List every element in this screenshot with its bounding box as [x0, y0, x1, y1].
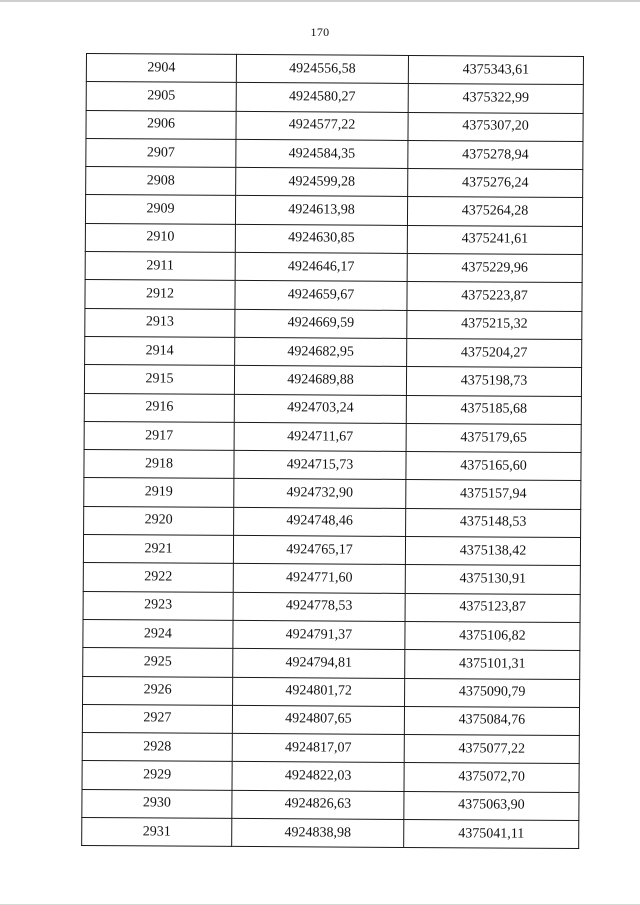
point-number-cell: 2917	[84, 421, 234, 450]
point-number-cell: 2915	[84, 365, 234, 394]
x-coordinate-cell: 4924613,98	[235, 196, 407, 225]
y-coordinate-cell: 4375276,24	[408, 169, 583, 198]
table-row	[86, 110, 583, 141]
page-top-edge	[0, 0, 640, 2]
y-coordinate-cell: 4375179,65	[406, 423, 581, 452]
x-coordinate-cell: 4924682,95	[235, 337, 407, 366]
x-coordinate-cell: 4924732,90	[234, 479, 406, 508]
table-row	[82, 789, 579, 820]
point-number-cell: 2913	[85, 308, 235, 337]
x-coordinate-cell: 4924715,73	[234, 451, 406, 480]
table-row	[86, 82, 583, 113]
y-coordinate-cell: 4375223,87	[407, 282, 582, 311]
y-coordinate-cell: 4375106,82	[405, 621, 580, 650]
table-row	[86, 54, 583, 85]
y-coordinate-cell: 4375072,70	[404, 763, 579, 792]
y-coordinate-cell: 4375307,20	[408, 112, 583, 141]
y-coordinate-cell: 4375198,73	[406, 367, 581, 396]
x-coordinate-cell: 4924807,65	[232, 705, 404, 734]
x-coordinate-cell: 4924838,98	[232, 818, 404, 847]
x-coordinate-cell: 4924556,58	[236, 54, 408, 83]
table-row	[85, 336, 582, 367]
y-coordinate-cell: 4375241,61	[407, 225, 582, 254]
x-coordinate-cell: 4924689,88	[234, 366, 406, 395]
point-number-cell: 2928	[82, 733, 232, 762]
y-coordinate-cell: 4375322,99	[408, 84, 583, 113]
table-row	[86, 167, 583, 198]
x-coordinate-cell: 4924794,81	[233, 649, 405, 678]
table-row	[85, 223, 582, 254]
x-coordinate-cell: 4924646,17	[235, 252, 407, 281]
table-row	[85, 308, 582, 339]
point-number-cell: 2907	[86, 138, 236, 167]
point-number-cell: 2924	[83, 619, 233, 648]
table-row	[83, 535, 580, 566]
table-row	[84, 421, 581, 452]
point-number-cell: 2905	[86, 82, 236, 111]
table-row	[84, 506, 581, 537]
point-number-cell: 2906	[86, 110, 236, 139]
table-row	[83, 676, 580, 707]
table-row	[86, 138, 583, 169]
x-coordinate-cell: 4924826,63	[232, 790, 404, 819]
table-row	[83, 619, 580, 650]
y-coordinate-cell: 4375041,11	[404, 819, 579, 848]
table-row	[85, 280, 582, 311]
table-row	[84, 365, 581, 396]
point-number-cell: 2929	[82, 761, 232, 790]
table-row	[85, 195, 582, 226]
y-coordinate-cell: 4375343,61	[408, 55, 583, 84]
y-coordinate-cell: 4375130,91	[405, 565, 580, 594]
point-number-cell: 2911	[85, 252, 235, 281]
x-coordinate-cell: 4924771,60	[233, 564, 405, 593]
x-coordinate-cell: 4924577,22	[236, 111, 408, 140]
point-number-cell: 2912	[85, 280, 235, 309]
x-coordinate-cell: 4924801,72	[233, 677, 405, 706]
point-number-cell: 2914	[85, 336, 235, 365]
table-row	[83, 648, 580, 679]
point-number-cell: 2923	[83, 591, 233, 620]
y-coordinate-cell: 4375229,96	[407, 254, 582, 283]
y-coordinate-cell: 4375101,31	[405, 650, 580, 679]
x-coordinate-cell: 4924630,85	[235, 224, 407, 253]
table-row	[82, 818, 579, 849]
point-number-cell: 2909	[85, 195, 235, 224]
table-row	[85, 252, 582, 283]
y-coordinate-cell: 4375090,79	[405, 678, 580, 707]
x-coordinate-cell: 4924659,67	[235, 281, 407, 310]
y-coordinate-cell: 4375063,90	[404, 791, 579, 820]
y-coordinate-cell: 4375215,32	[407, 310, 582, 339]
x-coordinate-cell: 4924765,17	[233, 535, 405, 564]
point-number-cell: 2919	[84, 478, 234, 507]
x-coordinate-cell: 4924748,46	[234, 507, 406, 536]
x-coordinate-cell: 4924669,59	[235, 309, 407, 338]
page-number: 170	[310, 25, 330, 39]
point-number-cell: 2921	[83, 535, 233, 564]
coordinates-table	[81, 53, 584, 849]
y-coordinate-cell: 4375165,60	[406, 452, 581, 481]
point-number-cell: 2926	[83, 676, 233, 705]
x-coordinate-cell: 4924791,37	[233, 620, 405, 649]
y-coordinate-cell: 4375077,22	[404, 735, 579, 764]
x-coordinate-cell: 4924817,07	[232, 734, 404, 763]
table-row	[82, 733, 579, 764]
y-coordinate-cell: 4375204,27	[407, 338, 582, 367]
table-row	[82, 761, 579, 792]
table-row	[84, 450, 581, 481]
coordinates-table-body	[82, 54, 584, 849]
table-row	[84, 393, 581, 424]
y-coordinate-cell: 4375138,42	[405, 537, 580, 566]
x-coordinate-cell: 4924584,35	[236, 139, 408, 168]
y-coordinate-cell: 4375123,87	[405, 593, 580, 622]
table-row	[82, 704, 579, 735]
table-row	[83, 591, 580, 622]
y-coordinate-cell: 4375185,68	[406, 395, 581, 424]
point-number-cell: 2930	[82, 789, 232, 818]
table-row	[84, 478, 581, 509]
point-number-cell: 2910	[85, 223, 235, 252]
point-number-cell: 2918	[84, 450, 234, 479]
x-coordinate-cell: 4924711,67	[234, 422, 406, 451]
x-coordinate-cell: 4924599,28	[236, 168, 408, 197]
point-number-cell: 2927	[82, 704, 232, 733]
y-coordinate-cell: 4375157,94	[406, 480, 581, 509]
point-number-cell: 2931	[82, 818, 232, 847]
y-coordinate-cell: 4375084,76	[404, 706, 579, 735]
y-coordinate-cell: 4375278,94	[408, 140, 583, 169]
x-coordinate-cell: 4924580,27	[236, 83, 408, 112]
point-number-cell: 2920	[84, 506, 234, 535]
y-coordinate-cell: 4375148,53	[406, 508, 581, 537]
x-coordinate-cell: 4924822,03	[232, 762, 404, 791]
point-number-cell: 2916	[84, 393, 234, 422]
x-coordinate-cell: 4924703,24	[234, 394, 406, 423]
point-number-cell: 2904	[86, 54, 236, 83]
y-coordinate-cell: 4375264,28	[407, 197, 582, 226]
x-coordinate-cell: 4924778,53	[233, 592, 405, 621]
point-number-cell: 2908	[86, 167, 236, 196]
point-number-cell: 2925	[83, 648, 233, 677]
table-row	[83, 563, 580, 594]
point-number-cell: 2922	[83, 563, 233, 592]
